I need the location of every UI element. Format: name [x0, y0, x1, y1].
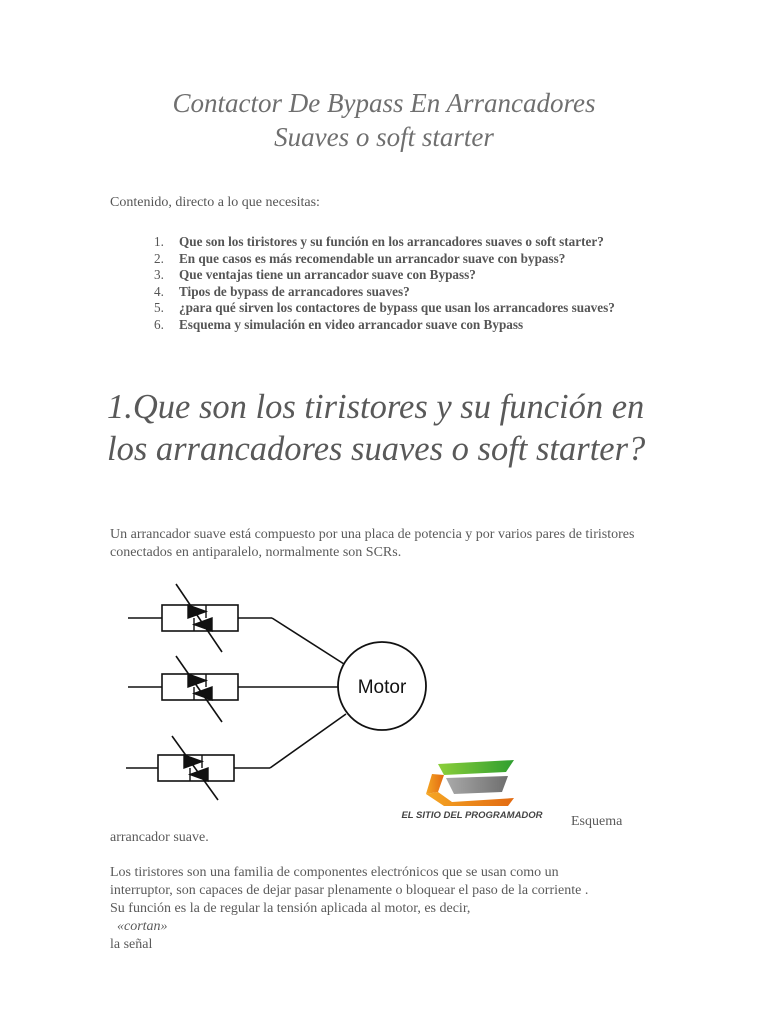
toc-item-text[interactable]: Que son los tiristores y su función en los arrancadores suaves o soft starter?	[179, 234, 604, 249]
toc-item[interactable]: 1. Que son los tiristores y su función en los arrancadores suaves o soft starter?	[154, 234, 604, 249]
body-line: interruptor, son capaces de dejar pasar plenamente o bloquear el paso de la corriente .	[110, 883, 589, 898]
body-line: Su función es la de regular la tensión aplicada al motor, es decir, «cortan» la señal	[110, 901, 471, 952]
thyristor-pair-2	[128, 656, 339, 722]
figure-caption: Esquema	[571, 814, 623, 829]
toc-item[interactable]: 2. En que casos es más recomendable un arrancador suave con bypass?	[154, 250, 566, 266]
title-line-2: Suaves o soft starter	[274, 122, 494, 152]
toc-item-text[interactable]: Que ventajas tiene un arrancador suave con Bypass?	[179, 267, 476, 283]
title-line-1: Contactor De Bypass En Arrancadores	[172, 88, 596, 118]
toc-item-text[interactable]: En que casos es más recomendable un arrancador suave con bypass?	[179, 250, 566, 266]
toc-item-text[interactable]: Tipos de bypass de arrancadores suaves?	[179, 283, 410, 299]
thyristor-pair-3	[126, 714, 346, 800]
toc-item[interactable]: 6. Esquema y simulación en video arrancador suave con Bypass	[154, 316, 524, 332]
toc-item[interactable]: 4. Tipos de bypass de arrancadores suaves?	[154, 283, 410, 299]
toc-item-text[interactable]: ¿para qué sirven los contactores de bypass que usan los arrancadores suaves?	[179, 300, 615, 316]
toc-item[interactable]: 3. Que ventajas tiene un arrancador suave con Bypass?	[154, 267, 476, 283]
figure-caption-continued: arrancador suave.	[110, 830, 209, 845]
document-title	[110, 86, 658, 154]
site-logo	[374, 752, 570, 828]
toc-item[interactable]: 5. ¿para qué sirven los contactores de bypass que usan los arrancadores suaves?	[154, 300, 615, 316]
logo-text: EL SITIO DEL PROGRAMADOR	[401, 810, 543, 821]
section-paragraph: Un arrancador suave está compuesto por una placa de potencia y por varios pares de tiristores conectados en antiparalelo, normalmente son SCRs.	[110, 527, 635, 560]
thyristor-pair-1	[128, 584, 344, 664]
motor-label: Motor	[357, 677, 407, 698]
toc-intro: Contenido, directo a lo que necesitas:	[110, 195, 320, 210]
body-paragraph	[110, 864, 670, 954]
body-line: Los tiristores son una familia de componentes electrónicos que se usan como un	[110, 865, 559, 880]
emphasis-text: «cortan»	[117, 919, 168, 934]
toc-item-text[interactable]: Esquema y simulación en video arrancador suave con Bypass	[179, 316, 524, 332]
motor	[338, 642, 426, 730]
table-of-contents	[150, 234, 650, 334]
section-heading: 1.Que son los tiristores y su función en los arrancadores suaves o soft starter?	[107, 388, 646, 468]
